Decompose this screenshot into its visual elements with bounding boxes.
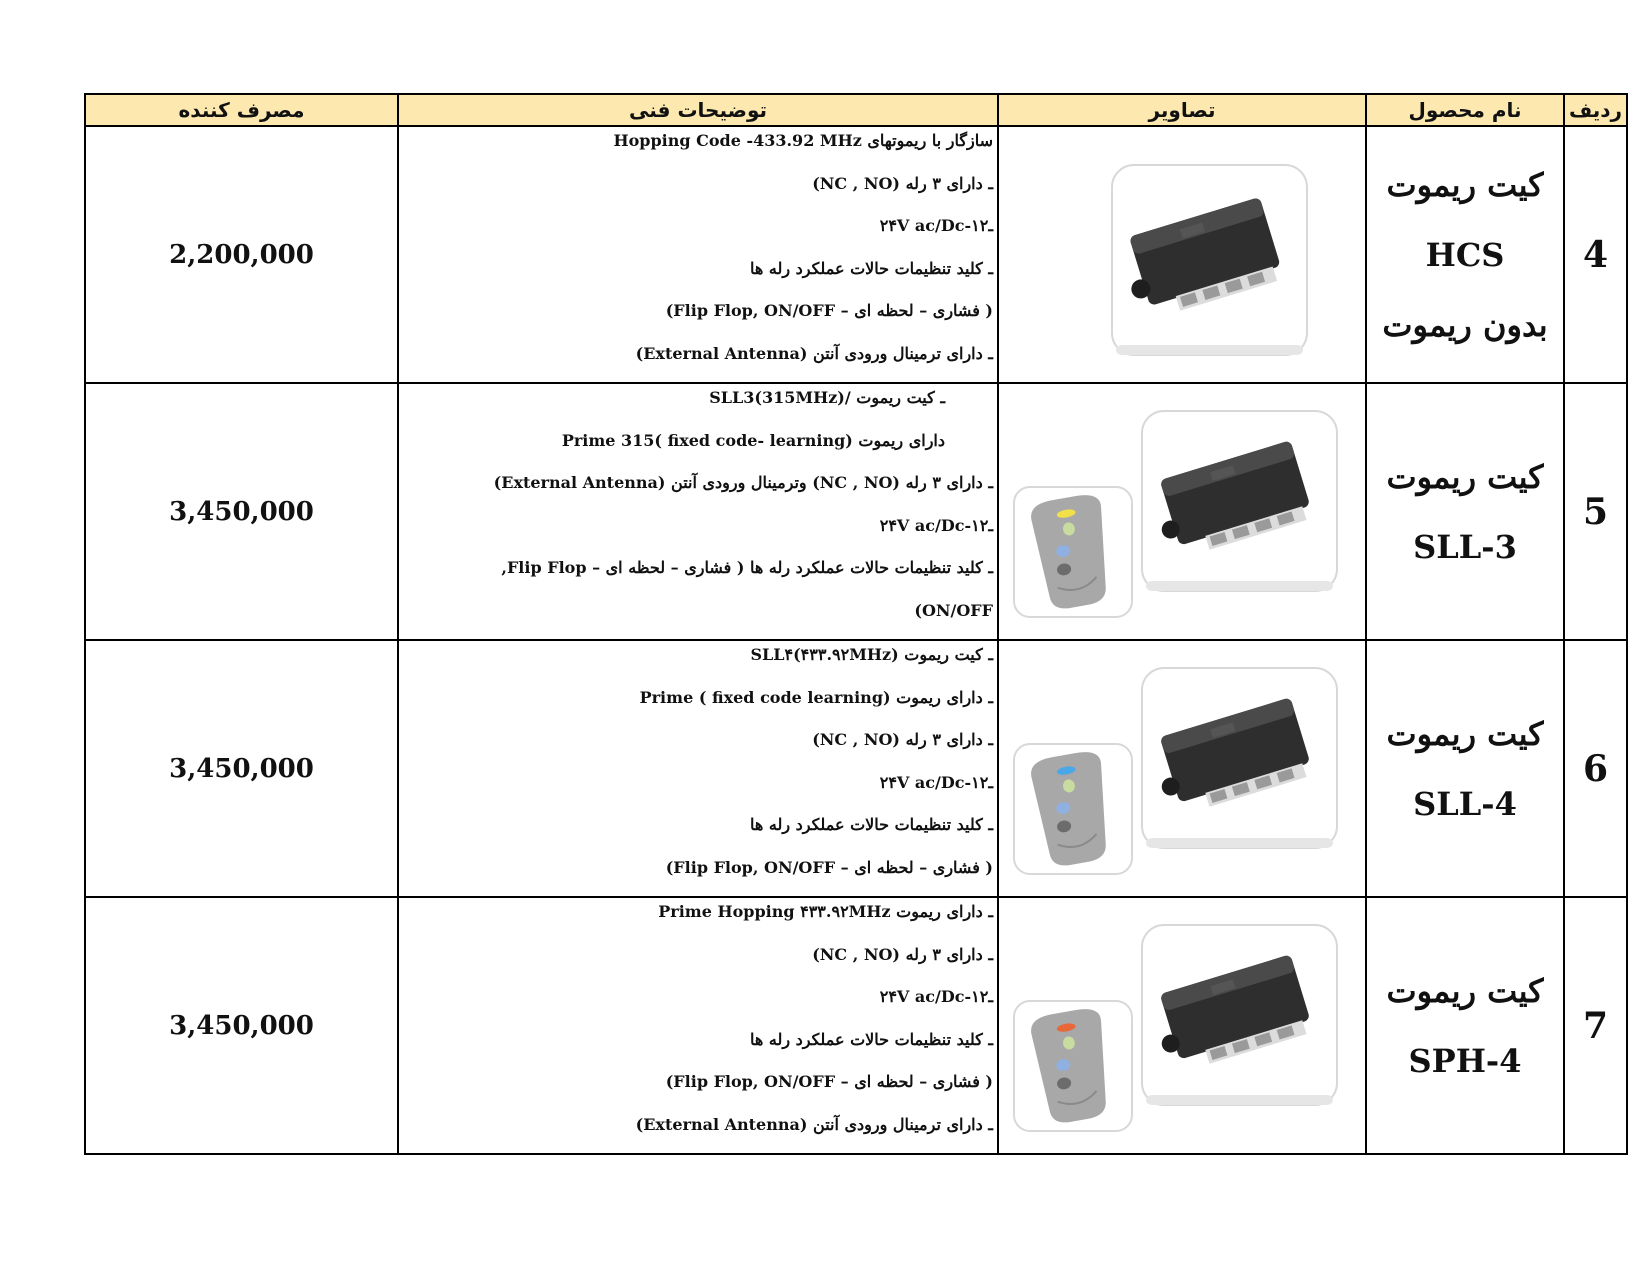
header-index: ردیف [1564,94,1627,126]
header-name: نام محصول [1366,94,1564,126]
description-line: ـ کیت ریموت SLL۴(۴۳۳.۹۲MHz) [750,645,993,664]
product-name-cell [1366,126,1564,383]
remote-image [1014,744,1132,874]
product-name-line: کیت ریموت [1386,165,1544,204]
remote-image [1014,487,1132,617]
row-index-cell: 4 [1564,126,1627,383]
table-row [85,383,1627,640]
description-line: ـ۱۲-۲۴V ac/Dc [879,515,993,535]
price-cell: 3,450,000 [85,897,398,1154]
description-line: ـ دارای ترمینال ورودی آنتن (External Antenna) [635,343,993,363]
description-line: ـ دارای ۳ رله (NC , NO) [812,944,993,964]
header-desc: توضیحات فنی [398,94,998,126]
price-cell: 3,450,000 [85,640,398,897]
product-name-line: HCS [1425,235,1505,274]
product-name-cell [1366,897,1564,1154]
product-name-cell [1366,383,1564,640]
header-row [85,94,1627,126]
description-line: ـ۱۲-۲۴V ac/Dc [879,987,993,1006]
product-picture [1002,911,1362,1141]
description-line: ( فشاری – لحظه ای – Flip Flop, ON/OFF) [665,1072,993,1091]
description-line: ـ کلید تنظیمات حالات عملکرد رله ها [750,258,993,278]
receiver-image [1142,925,1337,1105]
description-line: ـ دارای ۳ رله (NC , NO) وترمینال ورودی آنتن (External Antenna) [493,473,993,492]
description-line: ـ دارای ۳ رله (NC , NO) [812,173,993,193]
description-line: ـ کیت ریموت /SLL3(315MHz) [709,388,945,407]
product-name-line: بدون ریموت [1382,305,1548,344]
description-line: ON/OFF) [914,600,993,620]
table-row [85,897,1627,1154]
table-row [85,126,1627,383]
product-picture [1002,397,1362,627]
image-cell [998,897,1366,1154]
row-index-cell: 5 [1564,383,1627,640]
image-cell [998,383,1366,640]
description-line: ـ دارای ۳ رله (NC , NO) [812,730,993,749]
receiver-image [1142,411,1337,591]
description-line: ـ۱۲-۲۴V ac/Dc [879,772,993,792]
price-list-table [84,93,1628,1155]
row-index-cell: 7 [1564,897,1627,1154]
row-index-cell: 6 [1564,640,1627,897]
description-line: دارای ریموت Prime 315( fixed code- learning) [561,430,945,450]
price-cell: 2,200,000 [85,126,398,383]
description-line: ـ کلید تنظیمات حالات عملکرد رله ها [750,1029,993,1049]
remote-image [1014,1001,1132,1131]
description-line: ـ۱۲-۲۴V ac/Dc [879,216,993,235]
image-cell [998,126,1366,383]
product-name-line: SLL-3 [1413,527,1517,566]
description-cell [398,383,998,640]
header-images: تصاویر [998,94,1366,126]
description-line: ـ دارای ریموت Prime Hopping ۴۳۳.۹۲MHz [658,902,993,921]
description-line: ـ دارای ترمینال ورودی آنتن (External Antenna) [635,1114,993,1134]
description-line: ـ کلید تنظیمات حالات عملکرد رله ها [750,815,993,834]
description-line: سازگار با ریموتهای Hopping Code -433.92 MHz [613,131,993,150]
header-price: مصرف کننده [85,94,398,126]
product-picture [1002,654,1362,884]
description-line: ـ دارای ریموت Prime ( fixed code learning) [639,687,993,707]
price-cell: 3,450,000 [85,383,398,640]
product-name-line: کیت ریموت [1386,714,1544,753]
product-name-line: کیت ریموت [1386,971,1544,1010]
description-line: ( فشاری – لحظه ای – Flip Flop, ON/OFF) [665,857,993,877]
table-row [85,640,1627,897]
receiver-image [1142,668,1337,848]
image-cell [998,640,1366,897]
description-line: ( فشاری – لحظه ای – Flip Flop, ON/OFF) [665,301,993,320]
product-picture [1002,140,1362,370]
product-name-line: SPH-4 [1408,1041,1522,1080]
receiver-image [1112,165,1307,355]
product-name-cell [1366,640,1564,897]
description-cell [398,640,998,897]
description-cell [398,897,998,1154]
description-line: ـ کلید تنظیمات حالات عملکرد رله ها ( فشاری – لحظه ای – Flip Flop, [501,558,993,577]
product-name-line: کیت ریموت [1386,457,1544,496]
product-name-line: SLL-4 [1413,784,1517,823]
description-cell [398,126,998,383]
